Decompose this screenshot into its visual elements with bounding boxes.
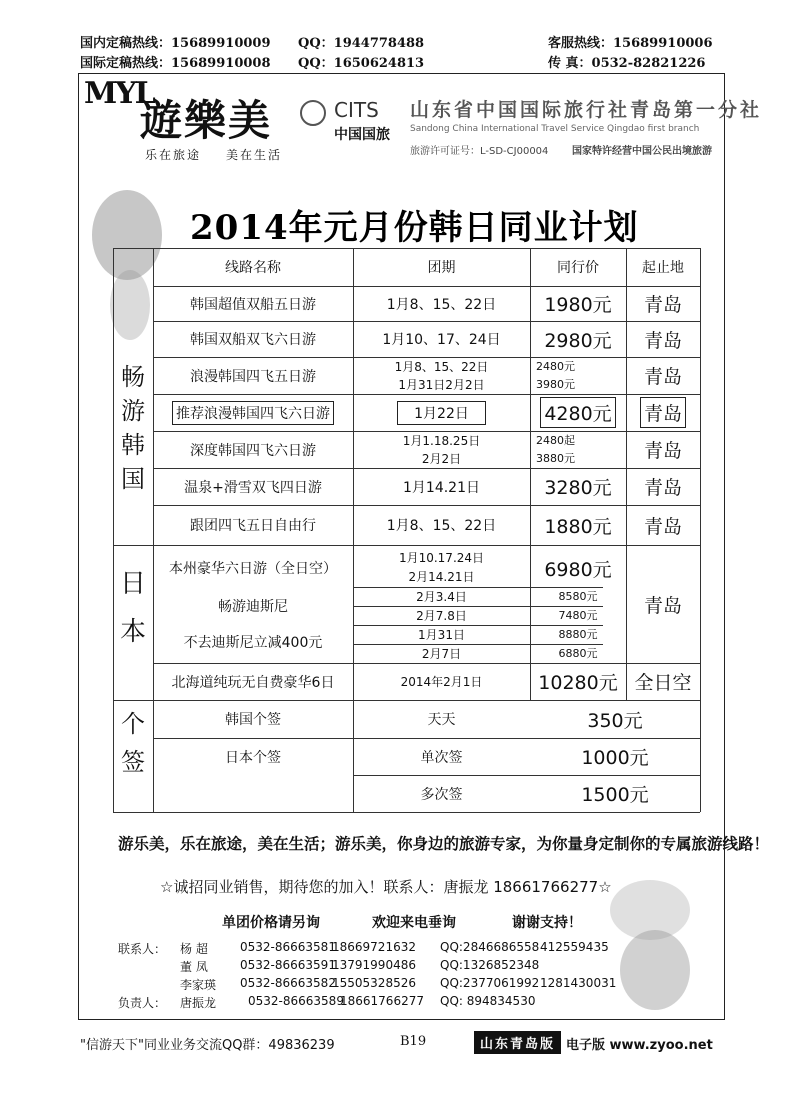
- table-row: 韩国双船双飞六日游: [190, 332, 316, 348]
- table-row: 跟团四飞五日自由行: [190, 518, 316, 534]
- contact-name: 杨 超: [180, 942, 208, 956]
- table-cell-price: 1980元: [544, 294, 612, 316]
- table-cell-period: 1月8、15、22日: [394, 360, 489, 374]
- japan-price: 7480元: [558, 609, 598, 622]
- service-hotline: 客服热线：15689910006: [548, 36, 713, 51]
- contact-name: 唐振龙: [180, 996, 217, 1010]
- table-row: 深度韩国四飞六日游: [190, 442, 316, 459]
- slogan-banner: 游乐美，乐在旅途，美在生活；游乐美，你身边的旅游专家，为你量身定制你的专属旅游线路！: [118, 835, 770, 853]
- japan-place: 青岛: [643, 594, 682, 617]
- contacts-label: 联系人：: [118, 942, 167, 956]
- table-cell-place: 青岛: [643, 366, 682, 388]
- contact-mobile: 18669721632: [332, 940, 416, 954]
- ribbon-decoration: [110, 270, 150, 340]
- visa-japan: 日本个签: [225, 749, 281, 766]
- visa-multi-price: 1500元: [581, 784, 649, 806]
- section-visa: 个签: [121, 710, 145, 776]
- agency-english: Sandong China International Travel Service Qingdao first branch: [410, 124, 700, 134]
- table-cell-period: 1月22日: [397, 401, 486, 425]
- table-row: 温泉+滑雪双飞四日游: [184, 479, 322, 496]
- hokkaido-period: 2014年2月1日: [400, 675, 483, 689]
- contact-qq2: 1281430031: [540, 976, 617, 990]
- japan-price: 6880元: [558, 647, 598, 660]
- notice-a: 单团价格请另询: [222, 915, 320, 931]
- table-cell-place: 青岛: [643, 329, 682, 352]
- edition-badge: 山东青岛版: [474, 1031, 561, 1054]
- agency-note: 国家特许经营中国公民出境旅游: [572, 146, 712, 157]
- japan-price: 8880元: [558, 628, 598, 641]
- contact-qq: QQ: 894834530: [440, 994, 536, 1008]
- visa-korea-price: 350元: [587, 709, 643, 732]
- header-place: 起止地: [642, 260, 684, 276]
- japan-period: 1月10.17.24日: [398, 551, 485, 565]
- cits-globe-icon: [300, 100, 326, 126]
- table-cell-period: 1月14.21日: [403, 479, 480, 496]
- japan-route-disney: 畅游迪斯尼: [218, 599, 288, 615]
- domestic-hotline: 国内定稿热线：15689910009: [80, 36, 271, 51]
- contact-qq: QQ:2846686558: [440, 940, 540, 954]
- table-row: 韩国超值双船五日游: [190, 296, 316, 313]
- japan-price: 8580元: [558, 590, 598, 603]
- intl-hotline: 国际定稿热线：15689910008: [80, 56, 271, 71]
- table-cell-price: 2480元: [536, 360, 575, 373]
- table-cell-price: 1880元: [544, 515, 612, 538]
- table-cell-place: 青岛: [640, 397, 686, 428]
- header-price: 同行价: [557, 260, 599, 276]
- visa-korea: 韩国个签: [225, 712, 281, 728]
- fax-line: 传 真：0532-82821226: [548, 56, 706, 71]
- japan-period: 1月31日: [418, 628, 465, 642]
- contact-qq: QQ:1326852348: [440, 958, 540, 972]
- table-cell-price: 2480起: [536, 434, 575, 447]
- footer-website: 电子版 www.zyoo.net: [566, 1038, 713, 1053]
- cits-cn: 中国国旅: [334, 127, 390, 143]
- page-title: 2014年元月份韩日同业计划: [190, 208, 639, 248]
- license-number: 旅游许可证号：L-SD-CJ00004: [410, 146, 549, 157]
- table-cell-place: 青岛: [643, 294, 682, 316]
- hokkaido-airline: 全日空: [634, 672, 692, 694]
- slogan-a: 乐在旅途: [145, 148, 202, 162]
- contact-qq2: 412559435: [540, 940, 609, 954]
- footer-qq-group: "信游天下"同业业务交流QQ群：49836239: [80, 1038, 335, 1053]
- cits-logo: CITS: [334, 98, 379, 122]
- japan-route-no-disney: 不去迪斯尼立减400元: [183, 635, 323, 651]
- myl-logo-mark: MYL: [84, 76, 154, 111]
- contact-name: 李家瑛: [180, 978, 217, 992]
- section-japan: 日本: [119, 569, 146, 647]
- manager-label: 负责人：: [118, 996, 167, 1010]
- table-cell-price: 3980元: [536, 378, 575, 391]
- header-route: 线路名称: [225, 260, 281, 276]
- contact-tel: 0532-86663581: [240, 940, 336, 954]
- japan-period: 2月3.4日: [416, 590, 467, 604]
- contact-tel: 0532-86663591: [240, 958, 336, 972]
- domestic-qq: QQ：1944778488: [298, 36, 425, 51]
- intl-qq: QQ：1650624813: [298, 56, 425, 71]
- japan-period: 2月7日: [421, 647, 462, 661]
- agency-name: 山东省中国国际旅行社青岛第一分社: [410, 99, 763, 121]
- contact-mobile: 18661766277: [340, 994, 424, 1008]
- visa-single-price: 1000元: [581, 747, 649, 769]
- table-cell-period: 1月8、15、22日: [386, 296, 497, 313]
- contact-name: 董 凤: [180, 960, 208, 974]
- vase-decoration: [620, 930, 690, 1010]
- brand-name: 遊樂美: [140, 96, 273, 145]
- table-cell-place: 青岛: [643, 477, 682, 499]
- table-cell-place: 青岛: [643, 515, 682, 538]
- visa-korea-period: 天天: [427, 712, 456, 728]
- visa-single: 单次签: [420, 749, 463, 766]
- table-cell-price: 4280元: [540, 397, 615, 428]
- recruit-banner: ☆诚招同业销售，期待您的加入！联系人：唐振龙 18661766277☆: [160, 878, 612, 896]
- table-cell-period: 1月1.18.25日: [402, 434, 481, 448]
- contact-qq: QQ:2377061992: [440, 976, 540, 990]
- table-cell-period: 1月10、17、24日: [382, 332, 501, 348]
- page-number: B19: [400, 1034, 427, 1049]
- table-cell-price: 2980元: [544, 329, 612, 352]
- table-cell-price: 3880元: [536, 452, 575, 465]
- japan-period: 2月7.8日: [416, 609, 467, 623]
- notice-c: 谢谢支持！: [512, 915, 582, 931]
- table-row: 浪漫韩国四飞五日游: [190, 368, 316, 385]
- header-period: 团期: [427, 260, 456, 276]
- japan-route-honshu: 本州豪华六日游（全日空）: [169, 561, 337, 577]
- visa-multi: 多次签: [420, 786, 463, 803]
- contact-mobile: 13791990486: [332, 958, 416, 972]
- contact-tel: 0532-86663582: [240, 976, 336, 990]
- table-cell-period: 2月2日: [421, 452, 462, 466]
- notice-b: 欢迎来电垂询: [372, 915, 456, 931]
- hokkaido-price: 10280元: [538, 672, 618, 694]
- table-cell-period: 1月8、15、22日: [386, 518, 497, 534]
- hokkaido-route: 北海道纯玩无自费豪华6日: [171, 674, 335, 691]
- table-cell-period: 1月31日2月2日: [398, 378, 485, 392]
- section-korea: 畅游韩国: [121, 363, 145, 493]
- lantern-decoration: [92, 190, 162, 280]
- slogan-b: 美在生活: [226, 148, 283, 162]
- japan-period: 2月14.21日: [408, 569, 475, 584]
- table-cell-price: 3280元: [544, 477, 612, 499]
- japan-price: 6980元: [544, 558, 612, 581]
- contact-tel: 0532-86663589: [248, 994, 344, 1008]
- table-row: 推荐浪漫韩国四飞六日游: [172, 401, 334, 425]
- contact-mobile: 15505328526: [332, 976, 416, 990]
- table-cell-place: 青岛: [643, 440, 682, 462]
